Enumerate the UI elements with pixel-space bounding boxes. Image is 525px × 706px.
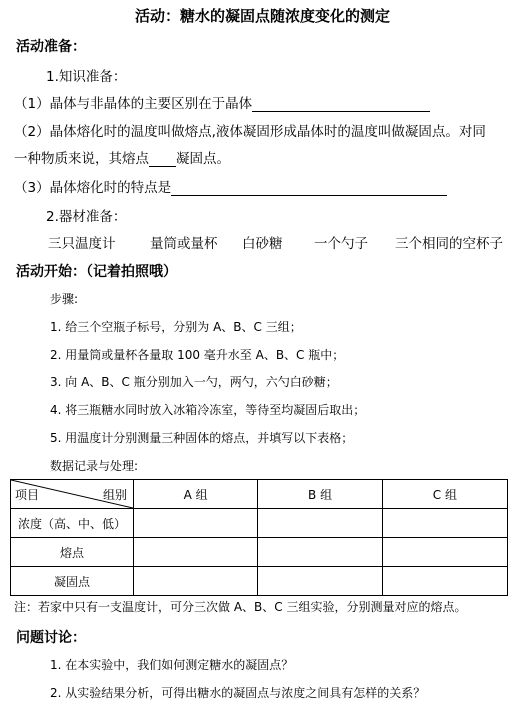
- answer-blank-1[interactable]: [252, 97, 430, 112]
- discussion-question: 2. 从实验结果分析，可得出糖水的凝固点与浓度之间具有怎样的关系？: [50, 686, 426, 700]
- answer-blank-2[interactable]: [149, 152, 176, 167]
- table-cell[interactable]: [134, 509, 258, 538]
- steps-heading: 步骤:: [50, 292, 79, 306]
- answer-blank-3[interactable]: [171, 181, 447, 196]
- table-cell[interactable]: [258, 538, 382, 567]
- column-header: B 组: [258, 480, 382, 509]
- table-cell[interactable]: [134, 538, 258, 567]
- table-cell[interactable]: [134, 567, 258, 596]
- question-3-text: （3）晶体熔化时的特点是: [14, 180, 172, 196]
- table-cell[interactable]: [382, 567, 507, 596]
- discussion-heading: 问题讨论：: [16, 630, 86, 646]
- page-title: 活动：糖水的凝固点随浓度变化的测定: [134, 7, 390, 25]
- question-1: [14, 92, 430, 112]
- question-2-text-b: 凝固点。: [176, 151, 230, 167]
- corner-label-item: 项目: [15, 488, 40, 502]
- step-item: 2. 用量筒或量杯各量取 100 毫升水至 A、B、C 瓶中；: [50, 348, 345, 362]
- row-label: 熔点: [11, 538, 134, 567]
- step-item: 5. 用温度计分别测量三种固体的熔点，并填写以下表格；: [50, 431, 354, 445]
- step-item: 3. 向 A、B、C 瓶分别加入一勺，两勺，六勺白砂糖；: [50, 375, 338, 389]
- knowledge-heading: 1.知识准备：: [46, 69, 127, 85]
- column-header: A 组: [134, 480, 258, 509]
- table-cell[interactable]: [382, 509, 507, 538]
- table-cell[interactable]: [258, 567, 382, 596]
- equipment-item: 量筒或量杯: [150, 236, 218, 252]
- table-row: [11, 567, 508, 596]
- row-label: 凝固点: [11, 567, 134, 596]
- equipment-item: 三只温度计: [48, 236, 116, 252]
- equipment-item: 三个相同的空杯子: [395, 236, 503, 252]
- question-2-text-a: 一种物质来说，其熔点: [14, 151, 149, 167]
- question-2-line-1: （2）晶体熔化时的温度叫做熔点,液体凝固形成晶体时的温度叫做凝固点。对同: [14, 124, 486, 140]
- column-header: C 组: [382, 480, 507, 509]
- table-row: [11, 509, 508, 538]
- data-table: [10, 479, 508, 596]
- equipment-heading: 2.器材准备：: [46, 209, 127, 225]
- question-1-text: （1）晶体与非晶体的主要区别在于晶体: [14, 96, 253, 112]
- question-3: [14, 176, 447, 196]
- step-item: 4. 将三瓶糖水同时放入冰箱冷冻室，等待至均凝固后取出；: [50, 403, 366, 417]
- discussion-question: 1. 在本实验中，我们如何测定糖水的凝固点？: [50, 658, 294, 672]
- question-2-line-2: [14, 147, 230, 167]
- table-header-row: [11, 480, 508, 509]
- table-row: [11, 538, 508, 567]
- start-heading: 活动开始：（记着拍照哦）: [16, 264, 177, 280]
- table-cell[interactable]: [382, 538, 507, 567]
- table-note: 注：若家中只有一支温度计，可分三次做 A、B、C 三组实验，分别测量对应的熔点。: [14, 600, 467, 614]
- table-corner-cell: [11, 480, 134, 509]
- data-heading: 数据记录与处理:: [50, 459, 139, 473]
- prep-heading: 活动准备：: [16, 39, 86, 55]
- equipment-item: 一个勺子: [314, 236, 368, 252]
- table-cell[interactable]: [258, 509, 382, 538]
- equipment-item: 白砂糖: [242, 236, 283, 252]
- step-item: 1. 给三个空瓶子标号，分别为 A、B、C 三组；: [50, 320, 302, 334]
- corner-label-group: 组别: [102, 488, 127, 502]
- row-label: 浓度（高、中、低）: [11, 509, 134, 538]
